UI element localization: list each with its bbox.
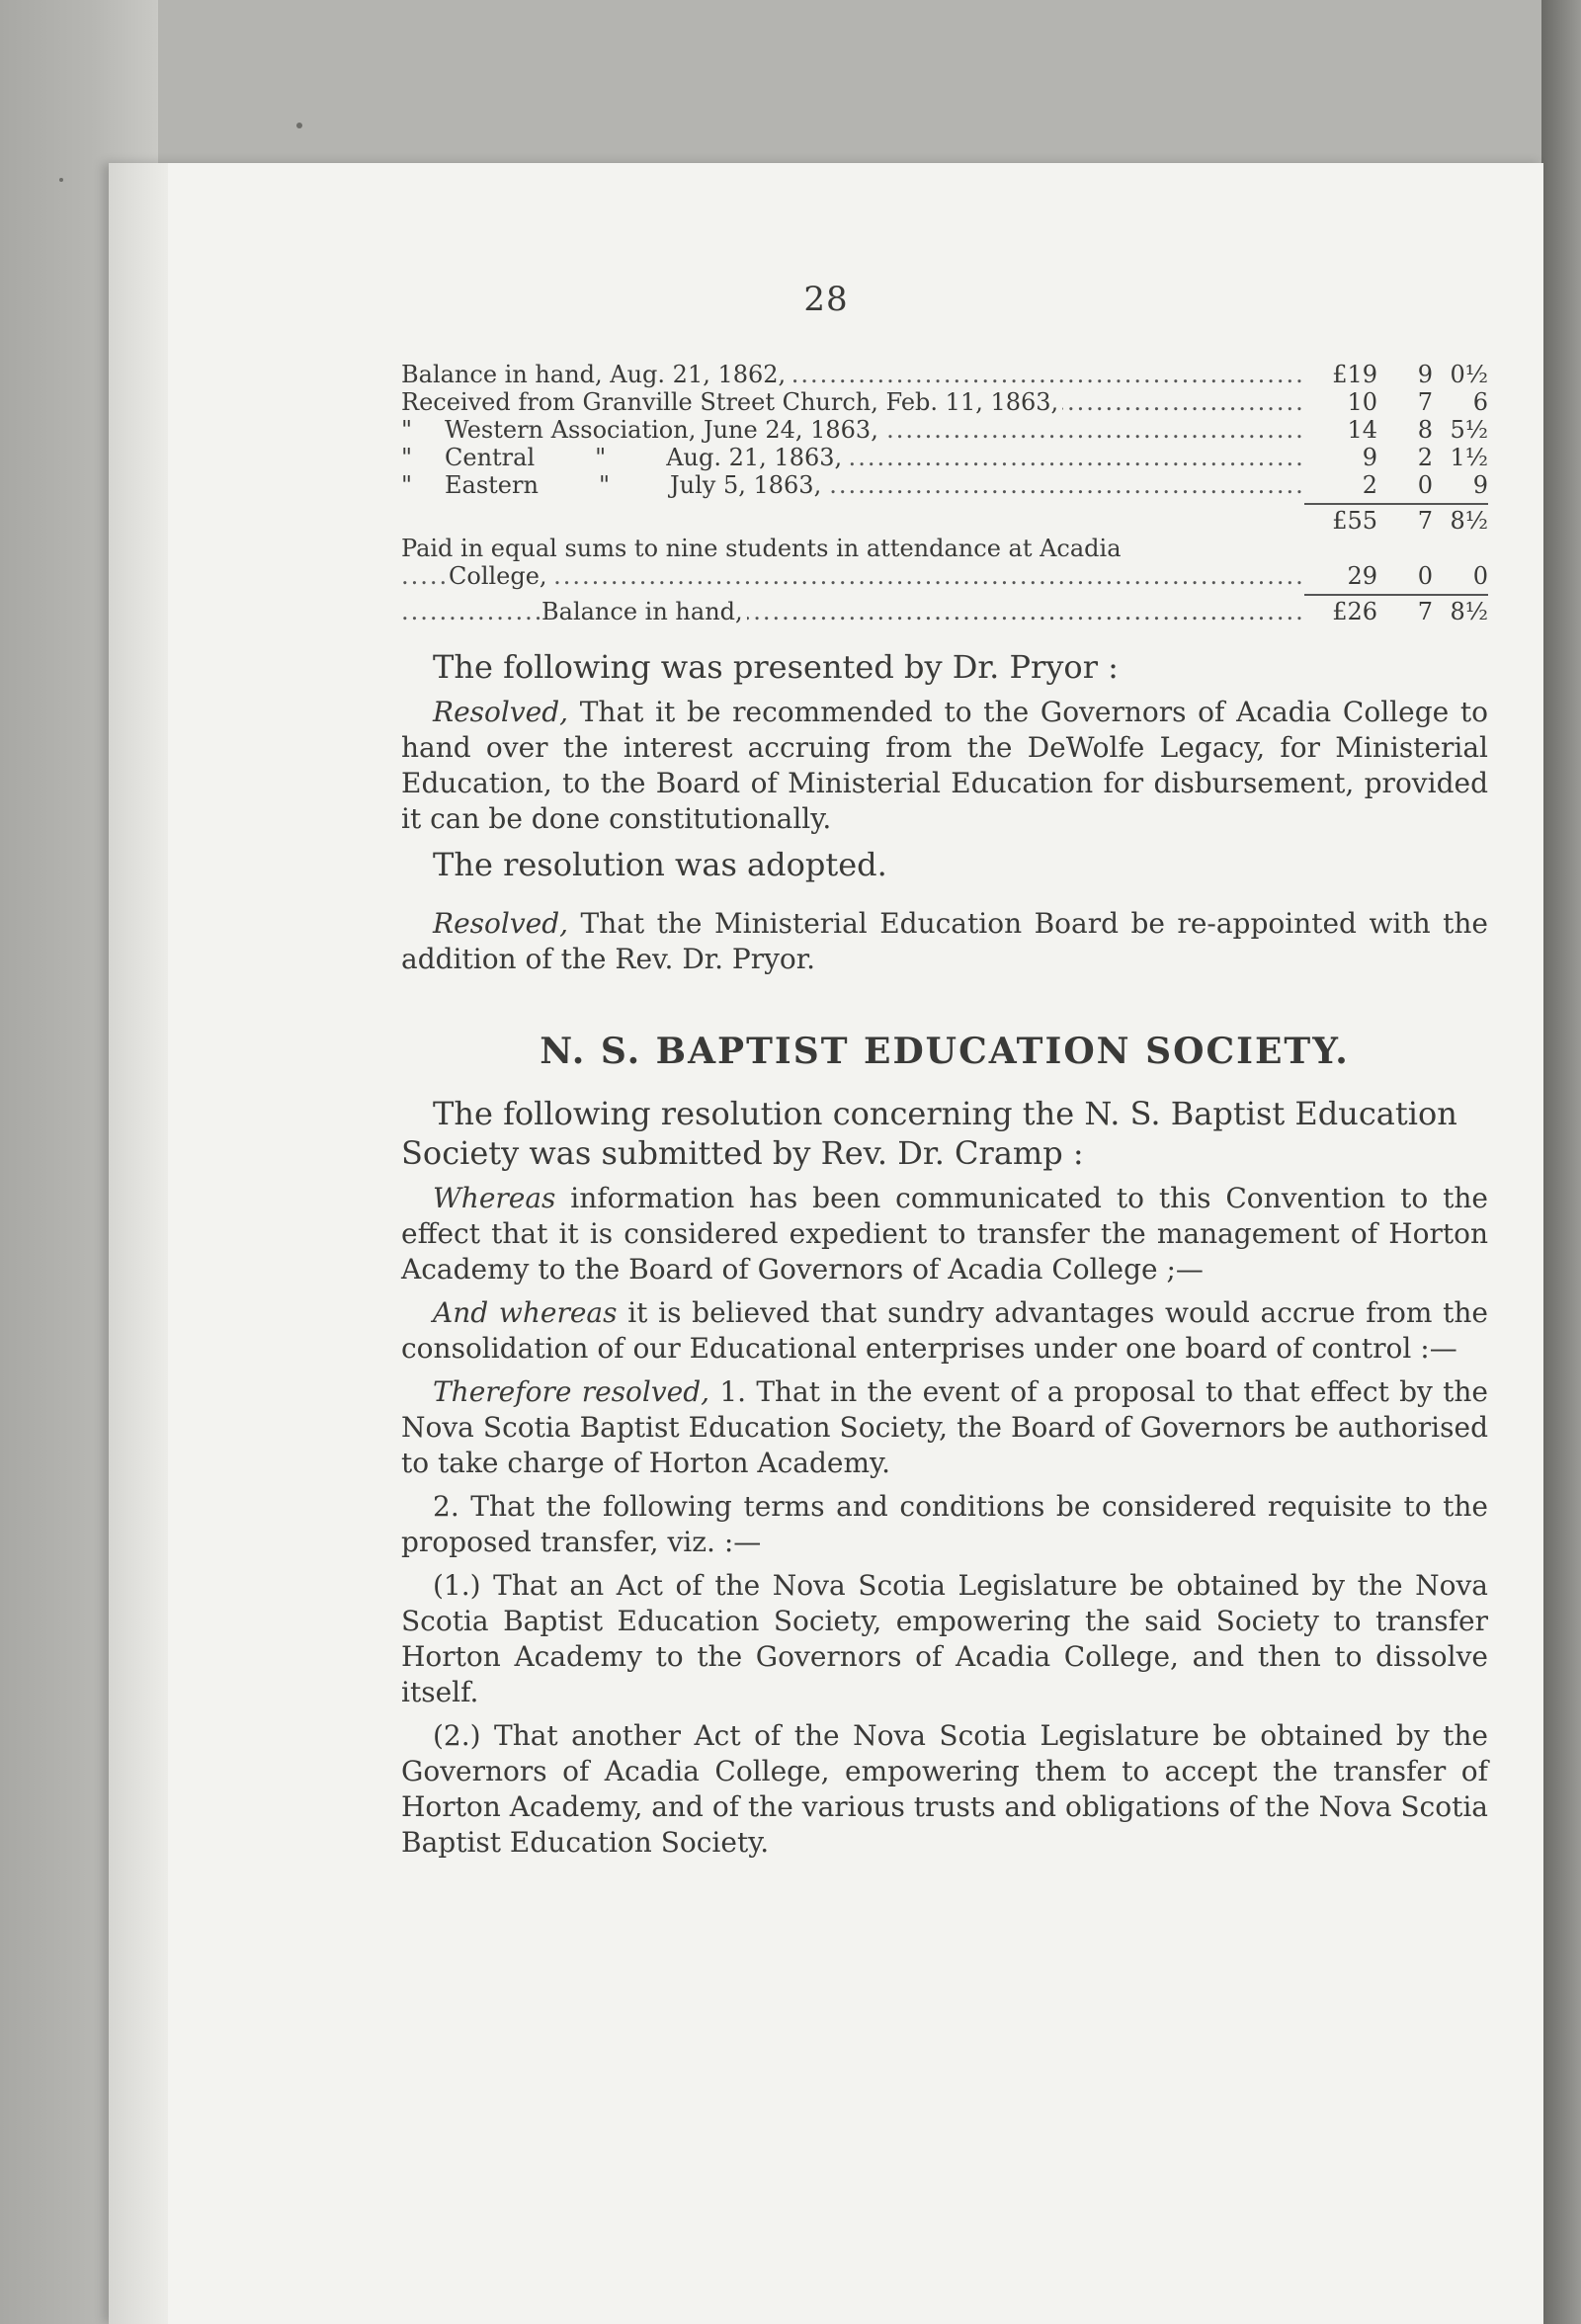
ledger-rule (401, 499, 1488, 507)
row-shillings: 8 (1417, 416, 1433, 444)
row-pence: 0½ (1450, 361, 1488, 388)
paid-pounds: 29 (1347, 562, 1377, 590)
paid-pence: 0 (1472, 562, 1488, 590)
and-whereas-paragraph: And whereas it is believed that sundry advantages would accrue from the consolidation of our Educational enterprises under one board of control :— (401, 1296, 1488, 1365)
row-shillings: 2 (1417, 444, 1433, 471)
ledger-row-label: " Eastern " July 5, 1863, (401, 471, 825, 499)
row-shillings: 0 (1417, 471, 1433, 499)
reappoint-paragraph: Resolved, That the Ministerial Education Board be re-appointed with the addition of the Rev. Dr. Pryor. (401, 907, 1488, 975)
ledger-row (401, 361, 1488, 388)
ledger-row-label: " Western Association, June 24, 1863, (401, 416, 882, 444)
row-shillings: 7 (1417, 388, 1433, 416)
account-ledger (401, 361, 1488, 625)
ledger-rows (401, 361, 1488, 499)
ledger-rule (401, 590, 1488, 598)
row-shillings: 9 (1417, 361, 1433, 388)
row-pence: 1½ (1450, 444, 1488, 471)
total-pounds: £55 (1332, 507, 1377, 535)
balance-label: Balance in hand, (541, 598, 747, 625)
condition-2-paragraph: (2.) That another Act of the Nova Scotia Legislature be obtained by the Governors of Acadia College, empowering them to accept the transfer of Horton Academy, and of the various trusts and obligations of the Nova Scotia Baptist Education Society. (401, 1719, 1488, 1859)
resolved-label: Resolved, (433, 907, 569, 940)
row-pounds: 10 (1347, 388, 1377, 416)
total-pence: 8½ (1450, 507, 1488, 535)
intro-paragraph: The following was presented by Dr. Pryor : (433, 648, 1119, 686)
total-shillings: 7 (1417, 507, 1433, 535)
ledger-total (401, 507, 1488, 535)
ledger-row (401, 416, 1488, 444)
paid-label: College, (449, 562, 551, 590)
whereas-paragraph: Whereas information has been communicated to this Convention to the effect that it is considered expedient to transfer the management of Horton Academy to the Board of Governors of Acadia College ;— (401, 1182, 1488, 1286)
row-pounds: 9 (1362, 444, 1377, 471)
paid-line-1: Paid in equal sums to nine students in attendance at Acadia (401, 535, 1122, 562)
page-number: 28 (803, 280, 849, 319)
ledger-row-label: Received from Granville Street Church, Feb. 11, 1863, (401, 388, 1062, 416)
row-pence: 6 (1472, 388, 1488, 416)
paid-line-2 (401, 562, 1488, 590)
dust-speck (296, 123, 302, 128)
terms-paragraph: 2. That the following terms and conditions be considered requisite to the proposed transfer, viz. :— (401, 1490, 1488, 1558)
resolution-paragraph: Resolved, That it be recommended to the Governors of Acadia College to hand over the interest accruing from the DeWolfe Legacy, for Ministerial Education, to the Board of Ministerial Education for disbursement, provided it can be done constitutionally. (401, 696, 1488, 835)
row-pence: 5½ (1450, 416, 1488, 444)
condition-1-paragraph: (1.) That an Act of the Nova Scotia Legislature be obtained by the Nova Scotia Baptist Education Society, empowering the said Society to transfer Horton Academy to the Governors of Acadia College, and then to dissolve itself. (401, 1569, 1488, 1708)
ledger-row (401, 471, 1488, 499)
paid-shillings: 0 (1417, 562, 1433, 590)
whereas-label: Whereas (433, 1182, 556, 1214)
adopted-paragraph: The resolution was adopted. (433, 846, 887, 883)
section-heading: N. S. BAPTIST EDUCATION SOCIETY. (540, 1031, 1350, 1072)
row-pounds: £19 (1332, 361, 1377, 388)
resolved-label: Resolved, (433, 696, 569, 728)
dust-speck (59, 178, 63, 182)
row-pounds: 14 (1347, 416, 1377, 444)
therefore-paragraph: Therefore resolved, 1. That in the event of a proposal to that effect by the Nova Scotia Baptist Education Society, the Board of Governors be authorised to take charge of Horton Academy. (401, 1375, 1488, 1479)
page-content (401, 361, 1488, 1861)
book-page (109, 163, 1543, 2324)
ditto-mark: " (401, 416, 413, 444)
ditto-mark: " (401, 444, 413, 471)
and-whereas-label: And whereas (433, 1296, 618, 1329)
page-gutter (109, 163, 168, 2324)
balance-shillings: 7 (1417, 598, 1433, 625)
balance-pence: 8½ (1450, 598, 1488, 625)
ledger-row (401, 388, 1488, 416)
ditto-mark: " (401, 471, 413, 499)
ledger-row (401, 444, 1488, 471)
ledger-row-label: " Central " Aug. 21, 1863, (401, 444, 846, 471)
therefore-label: Therefore resolved, (433, 1375, 710, 1408)
balance-pounds: £26 (1332, 598, 1377, 625)
row-pence: 9 (1472, 471, 1488, 499)
background-right (1541, 0, 1581, 2324)
ledger-row-label: Balance in hand, Aug. 21, 1862, (401, 361, 790, 388)
submission-paragraph: The following resolution concerning the N. S. Baptist Education Society was submitted by Rev. Dr. Cramp : (401, 1095, 1457, 1172)
row-pounds: 2 (1362, 471, 1377, 499)
balance-line (401, 598, 1488, 625)
